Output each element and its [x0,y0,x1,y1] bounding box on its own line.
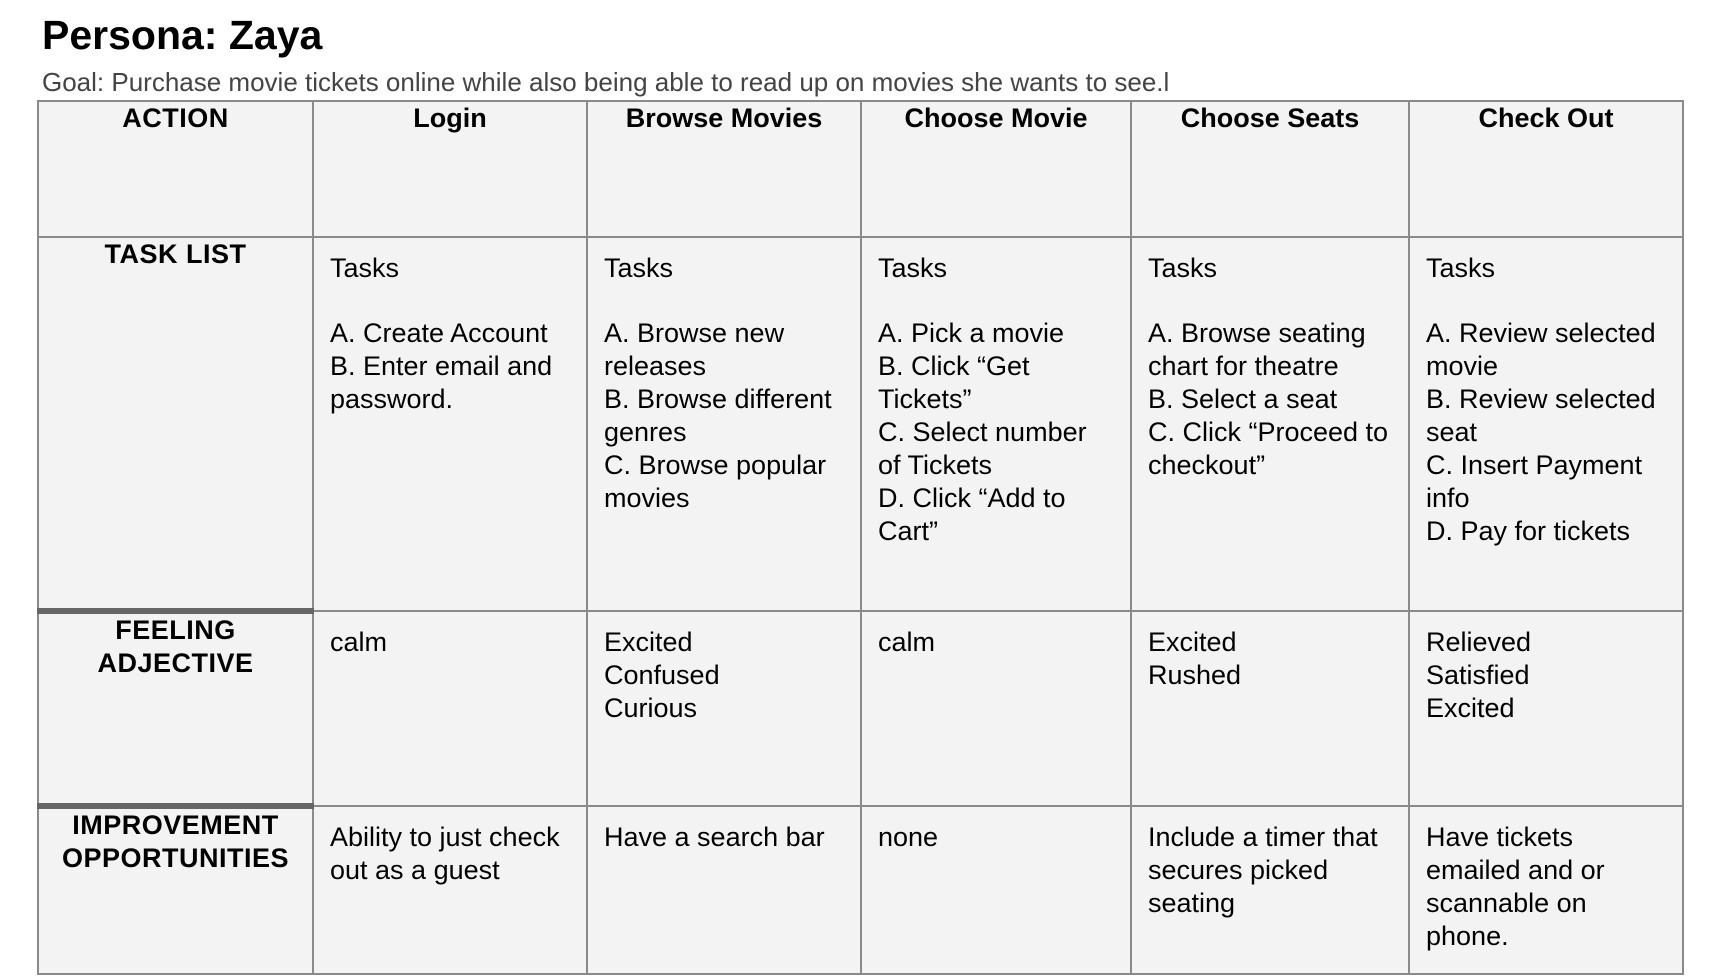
task-item: D. Click “Add to Cart” [878,483,1066,546]
task-item: B. Review selected seat [1426,384,1656,447]
page-title: Persona: Zaya [42,12,323,58]
task-cell-choose-movie [861,237,1131,611]
task-item: C. Select number of Tickets [878,417,1087,480]
improvement-text: Have tickets emailed and or scannable on phone. [1426,822,1605,951]
action-label: ACTION [38,101,313,237]
task-heading: Tasks [878,253,948,283]
improvement-cell-choose-movie [861,806,1131,974]
stage-header-check-out: Check Out [1409,101,1683,237]
improvement-text: Include a timer that secures picked seating [1148,822,1378,918]
task-item: D. Pay for tickets [1426,516,1631,546]
improvement-text: none [878,822,939,852]
goal-text: Goal: Purchase movie tickets online while also being able to read up on movies she wants to see.l [42,67,1170,97]
task-heading: Tasks [604,253,674,283]
journey-map-table [37,100,1684,975]
improvement-label [38,806,313,974]
task-heading: Tasks [1148,253,1218,283]
feeling-item: calm [330,627,388,657]
feeling-label-line: FEELING [115,615,236,645]
improvement-row [38,806,1683,974]
stage-header-login: Login [313,101,587,237]
task-item: C. Insert Payment info [1426,450,1643,513]
improvement-cell-choose-seats [1131,806,1409,974]
improvement-cell-login [313,806,587,974]
action-row [38,101,1683,237]
improvement-text: Have a search bar [604,822,825,852]
feeling-cell-login [313,611,587,806]
task-list-row [38,237,1683,611]
feeling-item: Satisfied [1426,660,1530,690]
improvement-label-line: OPPORTUNITIES [61,843,290,873]
feeling-label-line: ADJECTIVE [97,648,254,678]
improvement-cell-check-out [1409,806,1683,974]
feeling-item: Excited [604,627,693,657]
feeling-item: Excited [1148,627,1237,657]
task-cell-browse-movies [587,237,861,611]
improvement-label-line: IMPROVEMENT [72,810,279,840]
task-list-label: TASK LIST [38,237,313,611]
task-cell-check-out [1409,237,1683,611]
task-item: B. Enter email and password. [330,351,553,414]
task-heading: Tasks [330,253,400,283]
feeling-item: Relieved [1426,627,1532,657]
task-item: C. Browse popular movies [604,450,827,513]
feeling-cell-choose-movie [861,611,1131,806]
feeling-cell-check-out [1409,611,1683,806]
task-item: A. Create Account [330,318,548,348]
task-item: C. Click “Proceed to checkout” [1148,417,1389,480]
improvement-text: Ability to just check out as a guest [330,822,560,885]
feeling-row [38,611,1683,806]
feeling-cell-browse-movies [587,611,861,806]
improvement-cell-browse-movies [587,806,861,974]
task-heading: Tasks [1426,253,1496,283]
task-item: B. Browse different genres [604,384,832,447]
task-item: A. Review selected movie [1426,318,1656,381]
task-item: A. Pick a movie [878,318,1065,348]
task-cell-choose-seats [1131,237,1409,611]
stage-header-choose-seats: Choose Seats [1131,101,1409,237]
feeling-item: Confused [604,660,720,690]
feeling-cell-choose-seats [1131,611,1409,806]
stage-header-browse-movies: Browse Movies [587,101,861,237]
task-item: B. Select a seat [1148,384,1338,414]
feeling-label [38,611,313,806]
feeling-item: Rushed [1148,660,1242,690]
task-item: B. Click “Get Tickets” [878,351,1030,414]
task-item: A. Browse new releases [604,318,785,381]
feeling-item: calm [878,627,936,657]
task-cell-login [313,237,587,611]
feeling-item: Excited [1426,693,1515,723]
stage-header-choose-movie: Choose Movie [861,101,1131,237]
task-item: A. Browse seating chart for theatre [1148,318,1366,381]
feeling-item: Curious [604,693,698,723]
